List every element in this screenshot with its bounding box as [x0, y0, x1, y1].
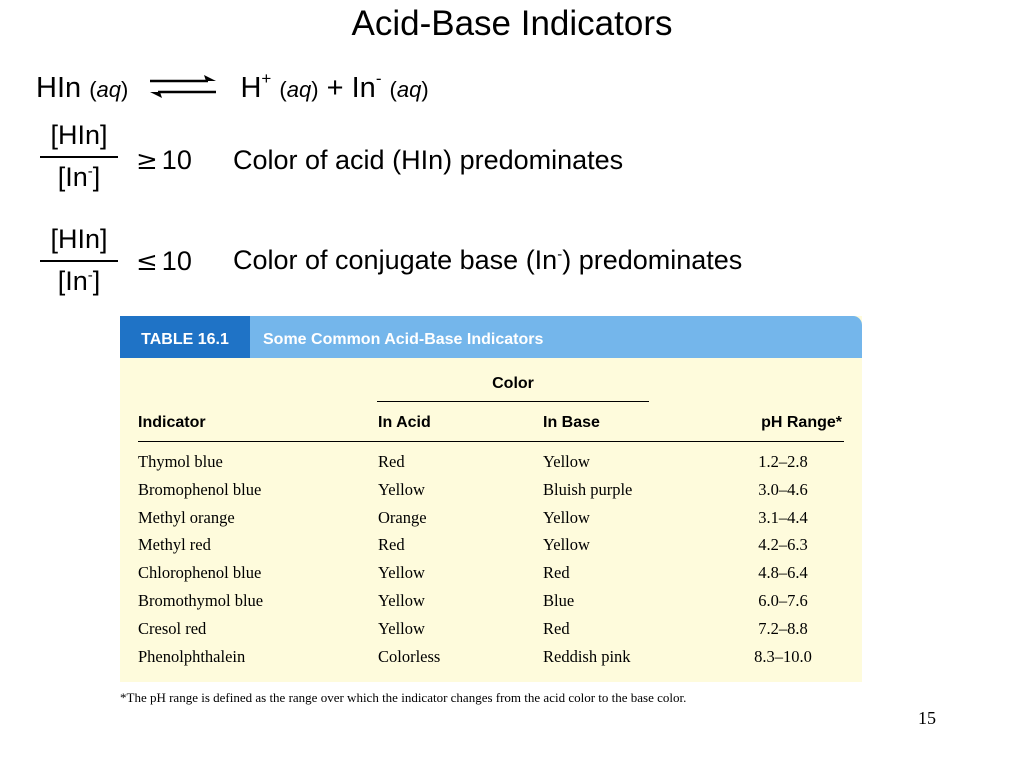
table-row — [120, 559, 862, 587]
denominator-base: [In — [57, 162, 88, 192]
cell-in-acid: Yellow — [378, 479, 425, 499]
indicator-table — [120, 316, 862, 682]
reactant-phase-label: aq — [96, 77, 122, 102]
page-number: 15 — [918, 708, 936, 728]
table-body — [120, 448, 862, 670]
plus-sign: + — [326, 72, 344, 104]
cell-ph-range: 4.8–6.4 — [758, 563, 808, 583]
ratio-relation-acid — [136, 140, 192, 181]
table-caption: Some Common Acid-Base Indicators — [263, 331, 544, 348]
product-proton-phase-label: aq — [286, 77, 312, 102]
description-charge: - — [557, 246, 563, 263]
description-tail: ) predominates — [562, 245, 743, 275]
ratio-description-acid — [233, 140, 623, 180]
cell-ph-range: 8.3–10.0 — [754, 646, 812, 666]
cell-ph-range: 3.1–4.4 — [758, 507, 808, 527]
denominator-charge: - — [87, 163, 93, 180]
description-text: Color of conjugate base (In — [233, 245, 558, 275]
cell-ph-range: 6.0–7.6 — [758, 590, 808, 610]
equilibrium-arrows-icon — [148, 69, 218, 103]
denominator-base: [In — [57, 266, 88, 296]
slide-title: Acid-Base Indicators — [351, 4, 673, 43]
cell-in-acid: Yellow — [378, 618, 425, 638]
description-text: Color of acid (HIn) predominates — [233, 145, 624, 175]
ratio-description-base — [233, 240, 742, 280]
color-group-rule — [377, 401, 649, 402]
ratio-relation-base — [136, 241, 192, 282]
cell-in-acid: Yellow — [378, 590, 425, 610]
table-row — [120, 476, 862, 504]
cell-in-base: Red — [543, 563, 570, 583]
ratio-fraction-acid — [36, 118, 122, 194]
denominator-charge: - — [87, 267, 93, 284]
cell-in-acid: Red — [378, 535, 405, 555]
ratio-denominator — [36, 160, 122, 194]
cell-in-base: Red — [543, 618, 570, 638]
denominator-close: ] — [92, 266, 101, 296]
cell-in-acid: Yellow — [378, 563, 425, 583]
table-row — [120, 504, 862, 532]
table-number-label: TABLE 16.1 — [120, 316, 250, 358]
ratio-numerator: [HIn] — [50, 120, 108, 150]
table-header-bar — [120, 316, 862, 358]
cell-indicator: Bromothymol blue — [138, 590, 264, 610]
product-anion: In — [351, 72, 376, 104]
cell-in-base: Bluish purple — [543, 479, 633, 499]
ratio-numerator: [HIn] — [50, 224, 108, 254]
relation-value: 10 — [161, 145, 192, 175]
product-proton: H — [240, 72, 262, 104]
reactant: HIn — [36, 72, 82, 104]
column-header-in-acid: In Acid — [378, 414, 431, 431]
header-rule — [138, 441, 844, 442]
column-header-ph-range: pH Range* — [761, 414, 842, 431]
product-anion-phase-label: aq — [396, 77, 422, 102]
table-row — [120, 448, 862, 476]
product-anion-phase: (aq) — [389, 77, 429, 102]
ratio-fraction-base — [36, 222, 122, 298]
cell-in-acid: Colorless — [378, 646, 441, 666]
column-header-indicator: Indicator — [138, 414, 206, 431]
cell-ph-range: 3.0–4.6 — [758, 479, 808, 499]
table-row — [120, 615, 862, 643]
cell-in-acid: Red — [378, 452, 405, 471]
equilibrium-equation — [36, 66, 429, 110]
fraction-bar — [40, 156, 118, 158]
color-group-header: Color — [492, 375, 534, 392]
table-footnote: *The pH range is defined as the range over which the indicator changes from the acid color to the base color. — [120, 690, 687, 705]
product-proton-charge: + — [261, 69, 272, 89]
cell-indicator: Methyl orange — [138, 507, 235, 527]
column-header-in-base: In Base — [543, 414, 600, 431]
cell-indicator: Phenolphthalein — [138, 646, 246, 666]
cell-indicator: Cresol red — [138, 618, 207, 638]
cell-in-acid: Orange — [378, 507, 427, 527]
cell-indicator: Chlorophenol blue — [138, 563, 262, 583]
cell-in-base: Yellow — [543, 452, 590, 471]
cell-ph-range: 4.2–6.3 — [758, 535, 808, 555]
cell-in-base: Reddish pink — [543, 646, 631, 666]
cell-ph-range: 7.2–8.8 — [758, 618, 808, 638]
cell-indicator: Thymol blue — [138, 452, 223, 471]
cell-ph-range: 1.2–2.8 — [758, 452, 808, 471]
cell-in-base: Blue — [543, 590, 575, 610]
cell-indicator: Bromophenol blue — [138, 479, 262, 499]
cell-in-base: Yellow — [543, 507, 590, 527]
cell-indicator: Methyl red — [138, 535, 211, 555]
table-row — [120, 587, 862, 615]
less-equal-symbol: ≤ — [136, 247, 158, 277]
cell-in-base: Yellow — [543, 535, 590, 555]
relation-value: 10 — [161, 246, 192, 276]
denominator-close: ] — [92, 162, 101, 192]
product-anion-charge: - — [375, 69, 382, 89]
reactant-phase: (aq) — [89, 77, 129, 102]
fraction-bar — [40, 260, 118, 262]
table-row — [120, 643, 862, 671]
product-proton-phase: (aq) — [279, 77, 319, 102]
greater-equal-symbol: ≥ — [136, 146, 158, 176]
table-row — [120, 531, 862, 559]
ratio-denominator — [36, 264, 122, 298]
